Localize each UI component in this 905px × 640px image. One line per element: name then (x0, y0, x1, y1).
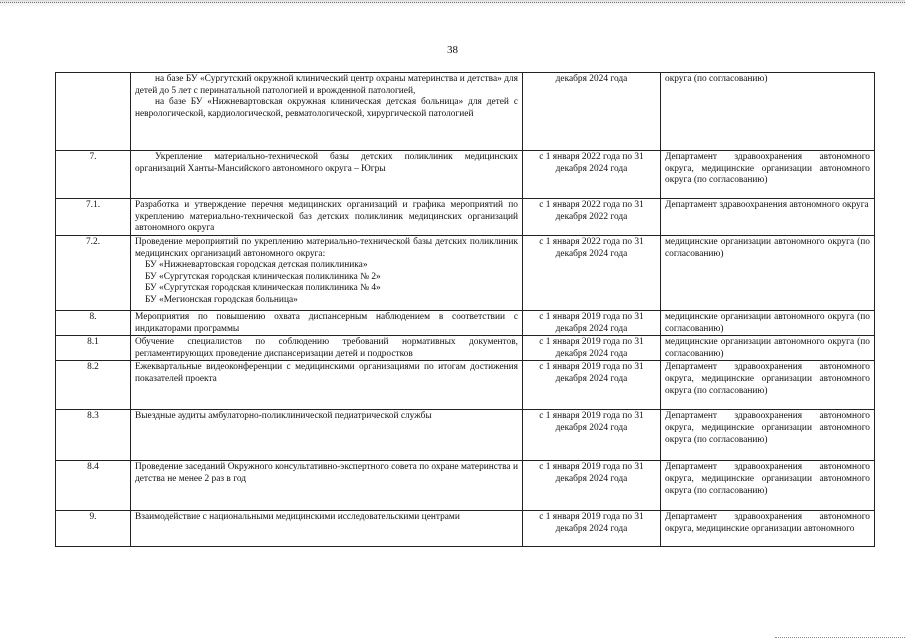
row-number: 8. (56, 311, 131, 336)
row-description (131, 73, 523, 151)
row-responsible: Департамент здравоохранения автономного округа, медицинские организации автономного округа (по согласованию) (661, 151, 875, 199)
table-row (56, 511, 875, 547)
row-responsible (661, 511, 875, 547)
table-row (56, 461, 875, 511)
description-line: Ежеквартальные видеоконференции с медицинскими организациями по итогам достижения показателей проекта (135, 362, 518, 384)
row-term: с 1 января 2019 года по 31 декабря 2024 года (523, 311, 661, 336)
row-term: с 1 января 2019 года по 31 декабря 2024 года (523, 361, 661, 410)
row-term: с 1 января 2022 года по 31 декабря 2022 года (523, 199, 661, 236)
row-term: с 1 января 2022 года по 31 декабря 2024 года (523, 236, 661, 311)
table-row (56, 199, 875, 236)
row-responsible: Департамент здравоохранения автономного округа (661, 199, 875, 236)
row-description (131, 236, 523, 311)
description-line: Проведение заседаний Окружного консультативно-экспертного совета по охране материнства и детства не менее 2 раз в год (135, 462, 518, 484)
description-line: на базе БУ «Сургутский окружной клинический центр охраны материнства и детства» для детей до 5 лет с перинатальной патологией и врожденной патологией, (135, 74, 518, 96)
row-term: с 1 января 2019 года по 31 декабря 2024 года (523, 410, 661, 461)
row-responsible: медицинские организации автономного округа (по согласованию) (661, 336, 875, 361)
description-line: на базе БУ «Нижневартовская окружная клиническая детская больница» для детей с неврологической, кардиологической, ревматологической, хирургической патологией (135, 97, 518, 119)
row-number: 9. (56, 511, 131, 547)
row-term: с 1 января 2022 года по 31 декабря 2024 года (523, 151, 661, 199)
row-description (131, 151, 523, 199)
description-line: Проведение мероприятий по укреплению материально-технической базы детских поликлиник медицинских организаций автономного округа: (135, 237, 518, 259)
row-number (56, 73, 131, 151)
plan-table (55, 72, 875, 547)
row-description (131, 336, 523, 361)
description-line: Выездные аудиты амбулаторно-поликлинической педиатрической службы (135, 411, 432, 422)
description-line: Обучение специалистов по соблюдению требований нормативных документов, регламентирующих проведение диспансеризации детей и подростков (135, 337, 518, 359)
row-description (131, 511, 523, 547)
description-subitem: БУ «Мегионская городская больница» (145, 294, 298, 305)
description-line: Укрепление материально-технической базы детских поликлиник медицинских организаций Ханты-Мансийского автономного округа – Югры (135, 152, 518, 174)
row-description (131, 361, 523, 410)
row-responsible: медицинские организации автономного округа (по согласованию) (661, 311, 875, 336)
row-number: 7.1. (56, 199, 131, 236)
description-line: Мероприятия по повышению охвата диспансерным наблюдением в соответствии с индикаторами программы (135, 312, 518, 334)
row-description (131, 311, 523, 336)
row-responsible: округа (по согласованию) (661, 73, 875, 151)
page-number: 38 (447, 44, 458, 56)
row-responsible: Департамент здравоохранения автономного округа, медицинские организации автономного округа (по согласованию) (661, 361, 875, 410)
row-term: декабря 2024 года (523, 73, 661, 151)
table-row (56, 151, 875, 199)
description-subitem: БУ «Сургутская городская клиническая поликлиника № 2» (145, 271, 381, 282)
responsible-text-clipped: Департамент здравоохранения автономного округа, медицинские организации автономного (665, 512, 870, 534)
row-term: с 1 января 2019 года по 31 декабря 2024 года (523, 511, 661, 547)
row-number: 8.3 (56, 410, 131, 461)
table-row (56, 236, 875, 311)
table-row (56, 73, 875, 151)
row-responsible: Департамент здравоохранения автономного округа, медицинские организации автономного округа (по согласованию) (661, 410, 875, 461)
description-line: Разработка и утверждение перечня медицинских организаций и графика мероприятий по укреплению материально-технической баз детских поликлиник медицинских организаций автономного округа (135, 200, 518, 234)
table-row (56, 410, 875, 461)
row-number: 8.2 (56, 361, 131, 410)
row-description (131, 461, 523, 511)
table-row (56, 336, 875, 361)
scan-bottom-noise (775, 637, 905, 638)
table-row (56, 311, 875, 336)
row-description (131, 410, 523, 461)
description-subitem: БУ «Сургутская городская клиническая поликлиника № 4» (145, 283, 381, 294)
row-number: 7. (56, 151, 131, 199)
row-number: 7.2. (56, 236, 131, 311)
table-row (56, 361, 875, 410)
row-responsible: Департамент здравоохранения автономного округа, медицинские организации автономного округа (по согласованию) (661, 461, 875, 511)
row-number: 8.4 (56, 461, 131, 511)
description-subitem: БУ «Нижневартовская городская детская поликлиника» (145, 260, 368, 271)
row-term: с 1 января 2019 года по 31 декабря 2024 года (523, 336, 661, 361)
row-description (131, 199, 523, 236)
row-responsible: медицинские организации автономного округа (по согласованию) (661, 236, 875, 311)
description-line: Взаимодействие с национальными медицинскими исследовательскими центрами (135, 512, 460, 523)
row-term: с 1 января 2019 года по 31 декабря 2024 года (523, 461, 661, 511)
scan-top-noise (0, 2, 905, 3)
row-number: 8.1 (56, 336, 131, 361)
